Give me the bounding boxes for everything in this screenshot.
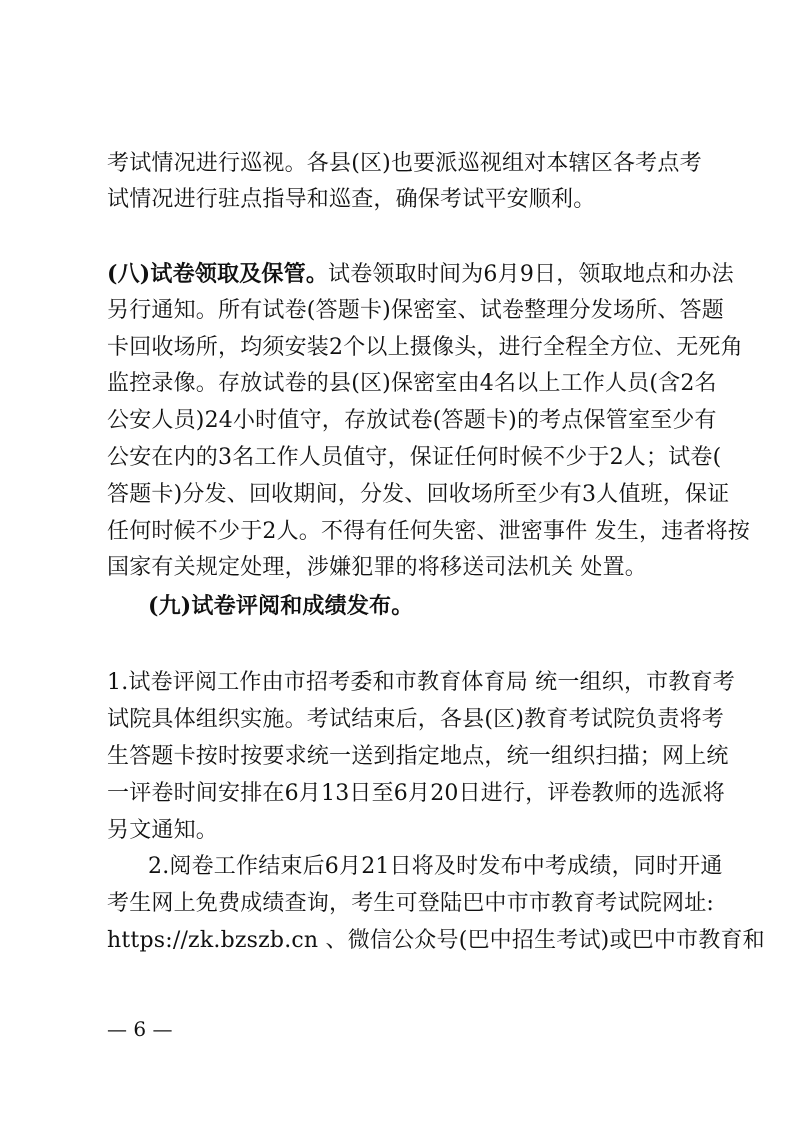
body-line: 另行通知。所有试卷(答题卡)保密室、试卷整理分发场所、答题: [107, 298, 724, 323]
body-line: https://zk.bzszb.cn 、微信公众号(巴中招生考试)或巴中市教育和: [107, 928, 765, 953]
body-line: 公安人员)24小时值守，存放试卷(答题卡)的考点保管室至少有: [107, 408, 717, 433]
body-line: 试情况进行驻点指导和巡查，确保考试平安顺利。: [107, 187, 596, 212]
body-line: 考试情况进行巡视。各县(区)也要派巡视组对本辖区各考点考: [107, 151, 702, 176]
body-line: 生答题卡按时按要求统一送到指定地点，统一组织扫描；网上统: [107, 744, 729, 769]
section-8-line: [107, 259, 734, 290]
body-line: 1.试卷评阅工作由市招考委和市教育体育局 统一组织，市教育考: [107, 670, 735, 695]
body-line: 任何时候不少于2人。不得有任何失密、泄密事件 发生，违者将按: [107, 519, 750, 544]
body-line: 试院具体组织实施。考试结束后，各县(区)教育考试院负责将考: [107, 707, 724, 732]
body-line: 国家有关规定处理，涉嫌犯罪的将移送司法机关 处置。: [107, 555, 647, 580]
body-line: 监控录像。存放试卷的县(区)保密室由4名以上工作人员(含2名: [107, 371, 717, 396]
section-heading-9: (九)试卷评阅和成绩发布。: [148, 593, 414, 619]
body-text: 试卷领取时间为6月9日，领取地点和办法: [328, 262, 734, 287]
body-line: 卡回收场所，均须安装2个以上摄像头，进行全程全方位、无死角: [107, 335, 743, 360]
body-line: 2.阅卷工作结束后6月21日将及时发布中考成绩，同时开通: [148, 854, 723, 879]
body-line: 一评卷时间安排在6月13日至6月20日进行，评卷教师的选派将: [107, 781, 725, 806]
body-line: 另文通知。: [107, 818, 219, 843]
page-number: — 6 —: [107, 1017, 173, 1041]
section-heading-8: (八)试卷领取及保管。: [107, 261, 329, 287]
body-line: 答题卡)分发、回收期间，分发、回收场所至少有3人值班，保证: [107, 482, 730, 507]
body-line: 公安在内的3名工作人员值守，保证任何时候不少于2人；试卷(: [107, 445, 722, 470]
body-line: 考生网上免费成绩查询，考生可登陆巴中市市教育考试院网址:: [107, 891, 715, 916]
